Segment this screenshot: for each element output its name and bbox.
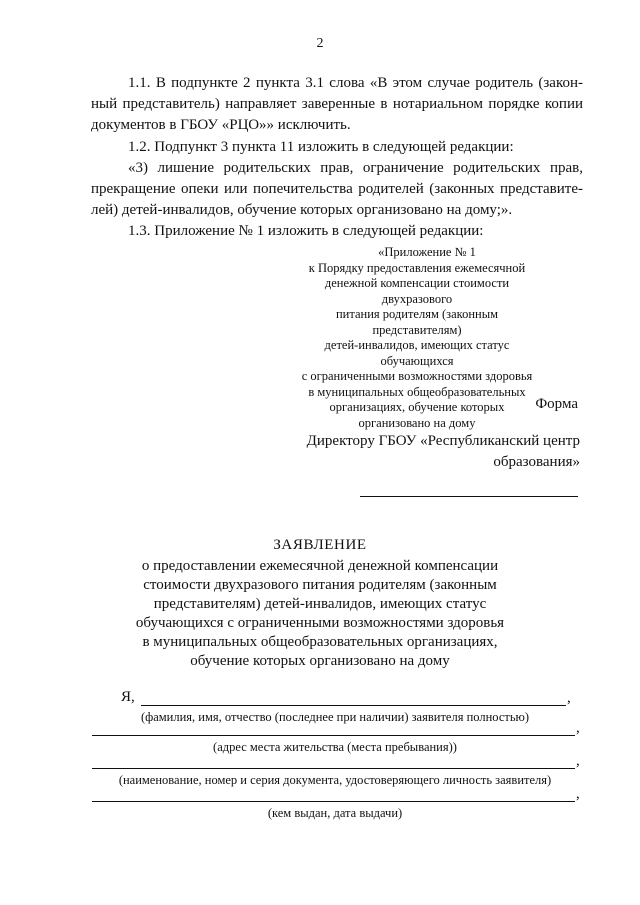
application-title: ЗАЯВЛЕНИЕ — [273, 537, 367, 553]
appendix-line: в муниципальных общеобразовательных — [308, 384, 526, 399]
issued-field-line[interactable] — [92, 801, 575, 802]
text-line: ный представитель) направляет заверенные в нотариальном порядке копии — [91, 96, 583, 112]
text-line: прекращение опеки или попечительства родителей (законных представите- — [91, 181, 583, 197]
appendix-line: с ограниченными возможностями здоровья — [301, 369, 533, 383]
addressee-signature-line[interactable] — [360, 496, 578, 497]
text-line: 1.2. Подпункт 3 пункта 11 изложить в следующей редакции: — [128, 139, 514, 155]
address-hint: (адрес места жительства (места пребывания)) — [213, 740, 457, 754]
appendix-line: организациях, обучение которых — [329, 400, 505, 414]
address-field-line[interactable] — [92, 735, 575, 736]
page-number: 2 — [316, 36, 324, 51]
text-line: «3) лишение родительских прав, ограничение родительских прав, — [128, 160, 583, 176]
subtitle-line: о предоставлении ежемесячной денежной компенсации — [141, 558, 499, 574]
ya-label: Я, — [121, 689, 135, 705]
paragraph-1-3 — [91, 221, 583, 242]
paragraph-1-2 — [91, 137, 583, 158]
document-hint: (наименование, номер и серия документа, удостоверяющего личность заявителя) — [118, 773, 552, 787]
appendix-line: к Порядку предоставления ежемесячной — [308, 260, 526, 275]
subtitle-line: обучающихся с ограниченными возможностями здоровья — [135, 615, 505, 631]
comma: , — [576, 753, 580, 769]
subtitle-line: стоимости двухразового питания родителям (законным — [143, 577, 497, 593]
appendix-line: организовано на дому — [358, 415, 476, 430]
appendix-line: детей-инвалидов, имеющих статус обучающихся — [324, 338, 510, 368]
subtitle-line: обучение которых организовано на дому — [190, 653, 450, 669]
paragraph-quote-3 — [91, 158, 583, 221]
form-label: Форма — [535, 396, 578, 412]
text-line: лей) детей-инвалидов, обучение которых организовано на дому;». — [91, 202, 513, 218]
addressee-line: Директору ГБОУ «Республиканский центр — [306, 433, 580, 449]
addressee-line: образования» — [493, 454, 580, 470]
appendix-line: «Приложение № 1 — [378, 245, 476, 259]
comma: , — [567, 690, 571, 706]
fio-hint: (фамилия, имя, отчество (последнее при наличии) заявителя полностью) — [140, 710, 530, 724]
appendix-header — [296, 245, 538, 431]
text-line: 1.3. Приложение № 1 изложить в следующей редакции: — [128, 223, 484, 239]
document-field-line[interactable] — [92, 768, 575, 769]
text-line: документов в ГБОУ «РЦО»» исключить. — [91, 117, 351, 133]
subtitle-line: в муниципальных общеобразовательных организациях, — [142, 634, 498, 650]
fio-field-line[interactable] — [141, 705, 566, 706]
text-line: 1.1. В подпункте 2 пункта 3.1 слова «В этом случае родитель (закон- — [128, 75, 583, 91]
paragraph-1-1 — [91, 73, 583, 136]
comma: , — [576, 720, 580, 736]
issued-hint: (кем выдан, дата выдачи) — [267, 806, 403, 820]
application-subtitle — [130, 557, 510, 671]
appendix-line: денежной компенсации стоимости двухразового — [324, 276, 510, 306]
comma: , — [576, 786, 580, 802]
subtitle-line: представителям) детей-инвалидов, имеющих статус — [153, 596, 487, 612]
appendix-line: питания родителям (законным представителям) — [335, 307, 499, 337]
addressee-block — [300, 431, 580, 473]
